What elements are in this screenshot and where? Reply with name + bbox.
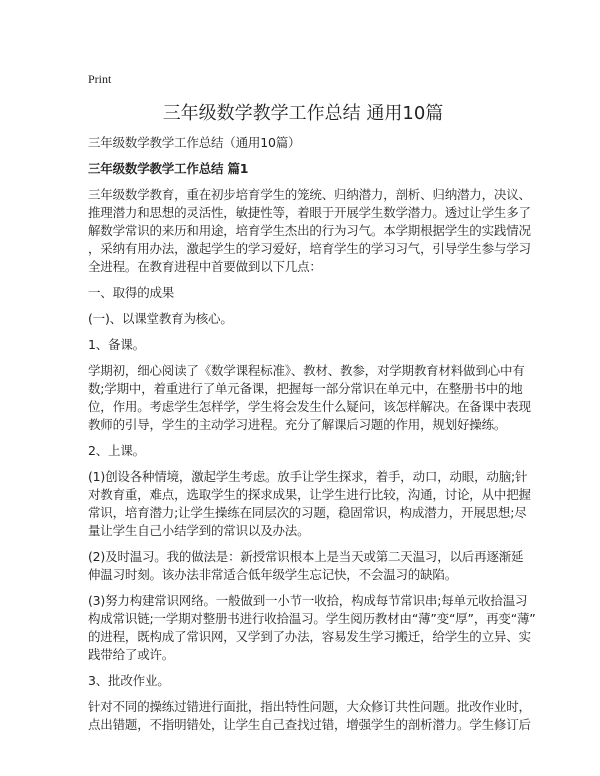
- text-line: 针对不同的操练过错进行面批，指出特性问题，大众修订共性问题。批改作业时，: [88, 699, 531, 714]
- text-line: 的进程，既构成了常识网，又学到了办法，容易发生学习搬迁，给学生的立异、实: [88, 629, 531, 644]
- text-line: 1、备课。: [88, 337, 145, 352]
- text-line: 全进程。在教育进程中首要做到以下几点：: [88, 259, 322, 274]
- paragraph: [88, 468, 531, 540]
- document-title: 三年级数学教学工作总结 通用10篇: [162, 103, 444, 124]
- document: [88, 70, 536, 742]
- document-body: [88, 134, 536, 734]
- text-line: 三年级数学教学工作总结（通用10篇）: [88, 135, 301, 150]
- text-line: 2、上课。: [88, 443, 145, 458]
- text-line: 位，作用。考虑学生怎样学，学生将会发生什么疑问，该怎样解决。在备课中表现: [88, 399, 531, 414]
- paragraph: [88, 284, 518, 302]
- paragraph: [88, 336, 518, 354]
- paragraph: [88, 592, 536, 664]
- text-line: (1)创设各种情境，激起学生考虑。放手让学生探求，着手，动口，动眼，动脑;针: [88, 469, 528, 484]
- text-line: 常识，培育潜力;让学生操练在同层次的习题，稳固常识，构成潜力，开展思想;尽: [88, 505, 527, 520]
- paragraph: [88, 442, 518, 460]
- text-line: (一)、以课堂教育为核心。: [88, 311, 233, 326]
- text-line: 教师的引导，学生的主动学习进程。充分了解课后习题的作用，规划好操练。: [88, 417, 507, 432]
- text-line: 三年级数学教育，重在初步培育学生的笼统、归纳潜力，剖析、归纳潜力，决议、: [88, 187, 531, 202]
- text-line: ，采纳有用办法，激起学生的学习爱好，培育学生的学习习气，引导学生参与学习: [88, 241, 531, 256]
- paragraph: [88, 310, 518, 328]
- text-line: 构成常识链;一学期对整册书进行收拾温习。学生阅历教材由“薄”变“厚”，再变“薄”: [88, 611, 536, 626]
- text-line: (2)及时温习。我的做法是：新授常识根本上是当天或第二天温习，以后再逐渐延: [88, 549, 524, 564]
- text-line: 一、取得的成果: [88, 285, 175, 300]
- text-line: 伸温习时刻。该办法非常适合低年级学生忘记快，不会温习的缺陷。: [88, 567, 458, 582]
- text-line: 推理潜力和思想的灵活性，敏捷性等，着眼于开展学生数学潜力。透过让学生多了: [88, 205, 531, 220]
- text-line: 3、批改作业。: [88, 673, 170, 688]
- paragraph: [88, 134, 518, 152]
- section-heading: [88, 160, 518, 178]
- text-line: 数;学期中，着重进行了单元备课，把握每一部分常识在单元中，在整册书中的地: [88, 381, 523, 396]
- paragraph: [88, 186, 531, 276]
- text-line: 解数学常识的来历和用途，培育学生杰出的行为习气。本学期根据学生的实践情况: [88, 223, 531, 238]
- print-link[interactable]: Print: [88, 72, 112, 86]
- text-line: 对教育重，难点，选取学生的探求成果，让学生进行比较，沟通，讨论，从中把握: [88, 487, 531, 502]
- paragraph: [88, 362, 531, 434]
- paragraph: [88, 548, 524, 584]
- text-line: 学期初，细心阅读了《数学课程标准》、教材、教参，对学期教育材料做到心中有: [88, 363, 525, 378]
- text-line: 点出错题，不指明错处，让学生自己查找过错，增强学生的剖析潜力。学生修订后: [88, 717, 531, 732]
- paragraph: [88, 672, 518, 690]
- text-line: 量让学生自己小结学到的常识以及办法。: [88, 523, 310, 538]
- text-line: 践带给了或许。: [88, 647, 175, 662]
- text-line: (3)努力构建常识网络。一般做到一小节一收拾，构成每节常识串;每单元收拾温习: [88, 593, 528, 608]
- paragraph: [88, 698, 531, 734]
- text-line: 三年级数学教学工作总结 篇1: [88, 161, 249, 176]
